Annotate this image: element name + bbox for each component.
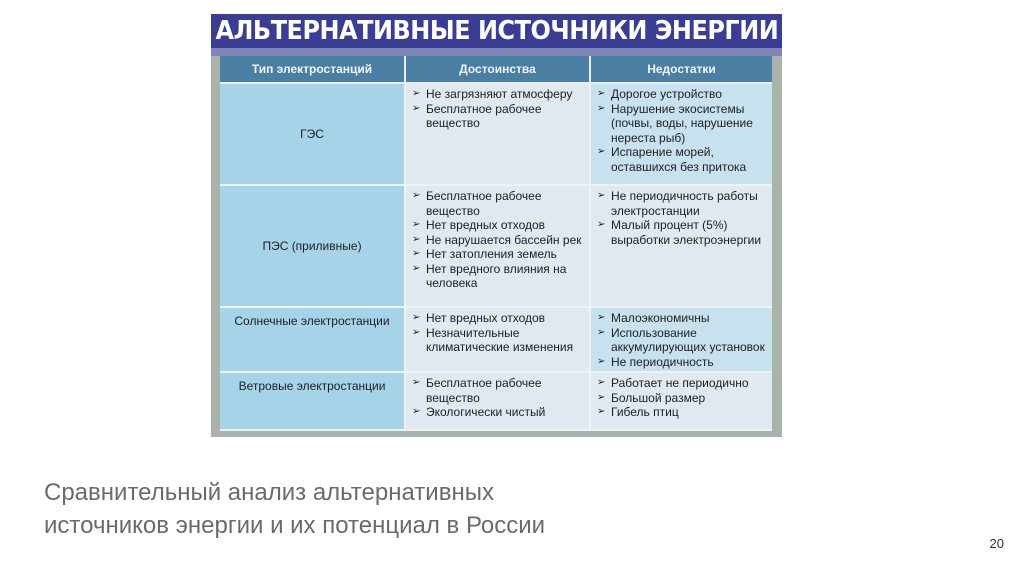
table-row [220,307,772,372]
list-item: ➢ Малоэкономичны [597,311,710,325]
table-row [220,185,772,307]
advantages-cell [405,185,590,307]
page-number: 20 [989,536,1004,551]
chevron-right-icon: ➢ [597,391,606,403]
list-item: ➢ Нет вредных отходов [412,311,546,325]
list-item: ➢ Нарушение экосистемы (почвы, воды, нарушение нереста рыб) [597,101,753,145]
chevron-right-icon: ➢ [597,88,606,99]
list-item: ➢ Не нарушается бассейн рек [412,232,582,247]
list-item: ➢ Использование аккумулирующих установок [597,325,765,354]
advantages-cell [405,372,590,430]
table-header-row [220,56,772,83]
type-cell: ПЭС (приливные) [220,185,405,307]
chevron-right-icon: ➢ [412,190,421,201]
list-item: ➢ Гибель птиц [597,405,679,419]
list-item: ➢ Малый процент (5%) выработки электроэнергии [597,218,762,247]
header-type: Тип электростанций [220,56,405,83]
chevron-right-icon: ➢ [597,190,606,201]
chevron-right-icon: ➢ [412,406,421,417]
chevron-right-icon: ➢ [597,406,606,417]
chevron-right-icon: ➢ [412,377,421,388]
caption-line: Сравнительный анализ альтернативных [44,479,494,506]
type-cell: Солнечные электростанции [220,307,405,372]
chevron-right-icon: ➢ [597,312,606,323]
table-image [211,14,782,437]
list-item: ➢ Нет вредных отходов [412,218,546,232]
banner-underline [211,48,782,56]
chevron-right-icon: ➢ [597,146,606,157]
chevron-right-icon: ➢ [597,326,606,338]
header-advantages: Достоинства [405,56,590,83]
list-item: ➢ Бесплатное рабочее вещество [412,376,542,405]
advantages-cell [405,307,590,372]
list-item: ➢ Большой размер [597,390,706,405]
chevron-right-icon: ➢ [597,102,606,114]
banner [211,14,782,48]
list-item: ➢ Работает не периодично [597,376,749,390]
list-item: ➢ Нет затопления земель [412,247,557,261]
list-item: ➢ Не загрязняют атмосферу [412,87,573,101]
disadvantages-cell [590,307,772,372]
chevron-right-icon: ➢ [412,312,421,323]
list-item: ➢ Бесплатное рабочее вещество [412,189,542,218]
list-item: ➢ Нет вредного влияния на человека [412,261,567,290]
list-item: ➢ Дорогое устройство [597,87,722,101]
chevron-right-icon: ➢ [412,102,421,114]
chevron-right-icon: ➢ [597,355,606,367]
chevron-right-icon: ➢ [597,377,606,388]
energy-comparison-table [220,56,772,431]
list-item: ➢ Бесплатное рабочее вещество [412,101,542,130]
list-item: ➢ Не периодичность [597,354,714,369]
caption-line: источников энергии и их потенциал в России [44,512,546,539]
banner-title: АЛЬТЕРНАТИВНЫЕ ИСТОЧНИКИ ЭНЕРГИИ [215,16,778,46]
slide-caption [44,476,804,542]
chevron-right-icon: ➢ [412,88,421,99]
type-cell: ГЭС [220,83,405,185]
table-row [220,83,772,185]
header-disadvantages: Недостатки [590,56,772,83]
chevron-right-icon: ➢ [412,233,421,245]
disadvantages-cell [590,372,772,430]
advantages-cell [405,83,590,185]
chevron-right-icon: ➢ [412,326,421,338]
type-cell: Ветровые электростанции [220,372,405,430]
list-item: ➢ Не периодичность работы электростанции [597,189,758,218]
chevron-right-icon: ➢ [597,219,606,230]
list-item: ➢ Испарение морей, оставшихся без притока [597,145,747,174]
chevron-right-icon: ➢ [412,219,421,230]
list-item: ➢ Незначительные климатические изменения [412,325,574,354]
disadvantages-cell [590,185,772,307]
table-row [220,372,772,430]
chevron-right-icon: ➢ [412,248,421,259]
disadvantages-cell [590,83,772,185]
list-item: ➢ Экологически чистый [412,405,546,419]
chevron-right-icon: ➢ [412,262,421,274]
